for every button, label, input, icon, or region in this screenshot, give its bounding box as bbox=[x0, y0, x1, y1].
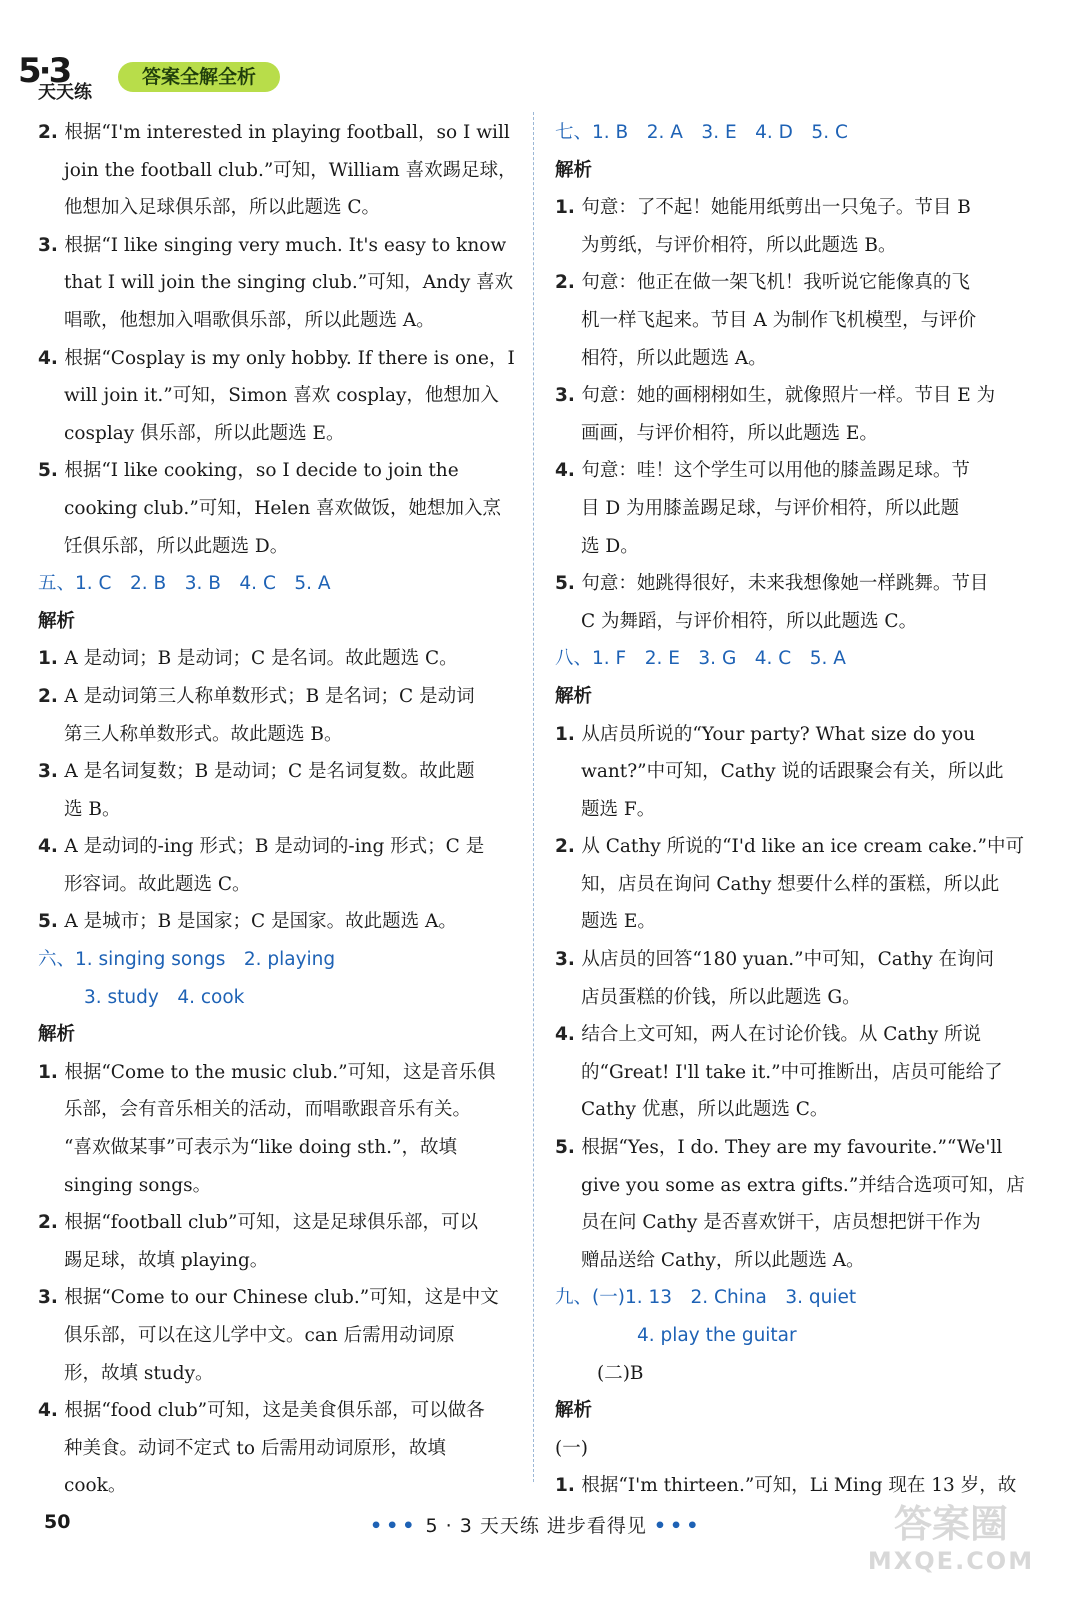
s7-item-5-line-1: 5. 句意：她跳得很好，未来我想像她一样跳舞。节目 bbox=[555, 573, 989, 595]
s8-item-3-line-2: 店员蛋糕的价钱，所以此题选 G。 bbox=[581, 986, 861, 1008]
s5-item-5: 5. A 是城市；B 是国家；C 是国家。故此题选 A。 bbox=[38, 911, 457, 933]
s5-item-4-line-1: 4. A 是动词的-ing 形式；B 是动词的-ing 形式；C 是 bbox=[38, 836, 485, 858]
s7-item-1-line-2: 为剪纸，与评价相符，所以此题选 B。 bbox=[581, 234, 897, 256]
s7-item-5-line-2: C 为舞蹈，与评价相符，所以此题选 C。 bbox=[581, 610, 918, 632]
logo-mark: 5·3 bbox=[18, 51, 70, 91]
section-9-answers-2: 4. play the guitar bbox=[637, 1325, 797, 1346]
item-3-line-3: 唱歌，他想加入唱歌俱乐部，所以此题选 A。 bbox=[64, 309, 435, 331]
page-header bbox=[18, 40, 318, 102]
s7-item-2-line-1: 2. 句意：他正在做一架飞机！我听说它能像真的飞 bbox=[555, 272, 970, 294]
s8-item-1-line-2: want?”中可知，Cathy 说的话跟聚会有关，所以此 bbox=[581, 761, 1004, 783]
s5-item-2-line-2: 第三人称单数形式。故此题选 B。 bbox=[64, 723, 343, 745]
s6-item-3-line-2: 俱乐部，可以在这儿学中文。can 后需用动词原 bbox=[64, 1325, 455, 1346]
s6-item-4-line-3: cook。 bbox=[64, 1475, 127, 1497]
s6-item-1-line-4: singing songs。 bbox=[64, 1174, 212, 1196]
s8-item-5-line-4: 赠品送给 Cathy，所以此题选 A。 bbox=[581, 1249, 865, 1271]
item-2-line-2: join the football club.”可知，William 喜欢踢足球， bbox=[64, 159, 517, 181]
brand-logo bbox=[18, 46, 116, 103]
s5-item-3-line-2: 选 B。 bbox=[64, 798, 121, 820]
s8-item-1-line-3: 题选 F。 bbox=[581, 798, 656, 820]
s5-item-3-line-1: 3. A 是名词复数；B 是动词；C 是名词复数。故此题 bbox=[38, 761, 475, 783]
section-9-subheading: (一) bbox=[555, 1437, 588, 1459]
section-7-analysis-heading: 解析 bbox=[555, 159, 593, 181]
s6-item-1-line-1: 1. 根据“Come to the music club.”可知，这是音乐俱 bbox=[38, 1061, 496, 1083]
section-5-answers: 五、1. C 2. B 3. B 4. C 5. A bbox=[38, 573, 331, 595]
item-4-line-2: will join it.”可知，Simon 喜欢 cosplay，他想加入 bbox=[64, 385, 499, 407]
s8-item-5-line-1: 5. 根据“Yes，I do. They are my favourite.”“We'll bbox=[555, 1137, 1003, 1159]
s8-item-5-line-2: give you some as extra gifts.”并结合选项可知，店 bbox=[581, 1174, 1025, 1196]
item-5-line-1: 5. 根据“I like cooking，so I decide to join the bbox=[38, 460, 459, 482]
s8-item-3-line-1: 3. 从店员的回答“180 yuan.”中可知，Cathy 在询问 bbox=[555, 949, 995, 971]
section-9-answers-1: 九、(一)1. 13 2. China 3. quiet bbox=[555, 1287, 857, 1309]
s8-item-4-line-3: Cathy 优惠，所以此题选 C。 bbox=[581, 1099, 829, 1121]
item-3-line-2: that I will join the singing club.”可知，Andy 喜欢 bbox=[64, 272, 514, 294]
s6-item-4-line-1: 4. 根据“food club”可知，这是美食俱乐部，可以做各 bbox=[38, 1400, 485, 1422]
s7-item-2-line-2: 机一样飞起来。节目 A 为制作飞机模型，与评价 bbox=[581, 309, 977, 331]
s6-item-2-line-2: 踢足球，故填 playing。 bbox=[64, 1249, 269, 1271]
s6-item-3-line-3: 形，故填 study。 bbox=[64, 1362, 214, 1384]
section-6-analysis-heading: 解析 bbox=[38, 1024, 76, 1046]
watermark-title: 答案圈 bbox=[893, 1502, 1008, 1546]
s7-item-4-line-1: 4. 句意：哇！这个学生可以用他的膝盖踢足球。节 bbox=[555, 460, 970, 482]
section-6-answers-2: 3. study 4. cook bbox=[84, 986, 245, 1008]
footer-dots-right: ••• bbox=[653, 1515, 703, 1537]
item-2-line-1: 2. 根据“I'm interested in playing football，so I will bbox=[38, 122, 510, 143]
item-4-line-1: 4. 根据“Cosplay is my only hobby. If there is one，I bbox=[38, 347, 515, 369]
item-5-line-3: 饪俱乐部，所以此题选 D。 bbox=[64, 535, 289, 557]
s8-item-2-line-1: 2. 从 Cathy 所说的“I'd like an ice cream cake.”中可 bbox=[555, 836, 1024, 858]
header-banner: 答案全解全析 bbox=[118, 62, 280, 92]
footer-slogan bbox=[370, 1511, 702, 1538]
s7-item-3-line-1: 3. 句意：她的画栩栩如生，就像照片一样。节目 E 为 bbox=[555, 385, 996, 407]
watermark bbox=[861, 1502, 1041, 1582]
s7-item-3-line-2: 画画，与评价相符，所以此题选 E。 bbox=[581, 422, 878, 444]
s7-item-2-line-3: 相符，所以此题选 A。 bbox=[581, 347, 767, 369]
section-7-answers: 七、1. B 2. A 3. E 4. D 5. C bbox=[555, 122, 848, 143]
s6-item-4-line-2: 种美食。动词不定式 to 后需用动词原形，故填 bbox=[64, 1437, 446, 1459]
section-8-answers: 八、1. F 2. E 3. G 4. C 5. A bbox=[555, 648, 846, 670]
s9-item-1-line-1: 1. 根据“I'm thirteen.”可知，Li Ming 现在 13 岁，故 bbox=[555, 1475, 1017, 1497]
page-number: 50 bbox=[44, 1511, 71, 1533]
s8-item-2-line-3: 题选 E。 bbox=[581, 911, 656, 933]
section-9-analysis-heading: 解析 bbox=[555, 1400, 593, 1422]
s8-item-2-line-2: 知，店员在询问 Cathy 想要什么样的蛋糕，所以此 bbox=[581, 873, 1000, 895]
section-9-answers-3: (二)B bbox=[597, 1362, 644, 1384]
s7-item-4-line-3: 选 D。 bbox=[581, 535, 639, 557]
s5-item-4-line-2: 形容词。故此题选 C。 bbox=[64, 873, 251, 895]
s8-item-4-line-1: 4. 结合上文可知，两人在讨论价钱。从 Cathy 所说 bbox=[555, 1024, 982, 1046]
s6-item-3-line-1: 3. 根据“Come to our Chinese club.”可知，这是中文 bbox=[38, 1287, 499, 1309]
s5-item-2-line-1: 2. A 是动词第三人称单数形式；B 是名词；C 是动词 bbox=[38, 685, 475, 707]
s6-item-1-line-2: 乐部，会有音乐相关的活动，而唱歌跟音乐有关。 bbox=[64, 1099, 472, 1121]
s6-item-1-line-3: “喜欢做某事”可表示为“like doing sth.”，故填 bbox=[64, 1137, 457, 1159]
section-6-answers-1: 六、1. singing songs 2. playing bbox=[38, 949, 336, 971]
column-divider bbox=[533, 112, 534, 1482]
s8-item-1-line-1: 1. 从店员所说的“Your party? What size do you bbox=[555, 723, 976, 745]
s8-item-4-line-2: 的“Great! I'll take it.”中可推断出，店员可能给了 bbox=[581, 1061, 1003, 1083]
s6-item-2-line-1: 2. 根据“football club”可知，这是足球俱乐部，可以 bbox=[38, 1212, 478, 1234]
logo-subtext: 天天练 bbox=[38, 82, 92, 103]
s7-item-1-line-1: 1. 句意：了不起！她能用纸剪出一只兔子。节目 B bbox=[555, 197, 971, 219]
item-5-line-2: cooking club.”可知，Helen 喜欢做饭，她想加入烹 bbox=[64, 497, 502, 519]
item-2-line-3: 他想加入足球俱乐部，所以此题选 C。 bbox=[64, 197, 381, 219]
item-3-line-1: 3. 根据“I like singing very much. It's easy to know bbox=[38, 234, 507, 256]
footer-slogan-text: 5 · 3 天天练 进步看得见 bbox=[425, 1515, 647, 1537]
item-4-line-3: cosplay 俱乐部，所以此题选 E。 bbox=[64, 422, 345, 444]
s5-item-1: 1. A 是动词；B 是动词；C 是名词。故此题选 C。 bbox=[38, 648, 458, 670]
s7-item-4-line-2: 目 D 为用膝盖踢足球，与评价相符，所以此题 bbox=[581, 497, 960, 519]
section-5-analysis-heading: 解析 bbox=[38, 610, 76, 632]
watermark-domain: MXQE.COM bbox=[867, 1547, 1035, 1575]
right-column bbox=[555, 114, 1045, 1505]
footer-dots-left: ••• bbox=[370, 1515, 419, 1537]
left-column bbox=[38, 114, 518, 1505]
section-8-analysis-heading: 解析 bbox=[555, 685, 593, 707]
s8-item-5-line-3: 员在问 Cathy 是否喜欢饼干，店员想把饼干作为 bbox=[581, 1212, 981, 1234]
